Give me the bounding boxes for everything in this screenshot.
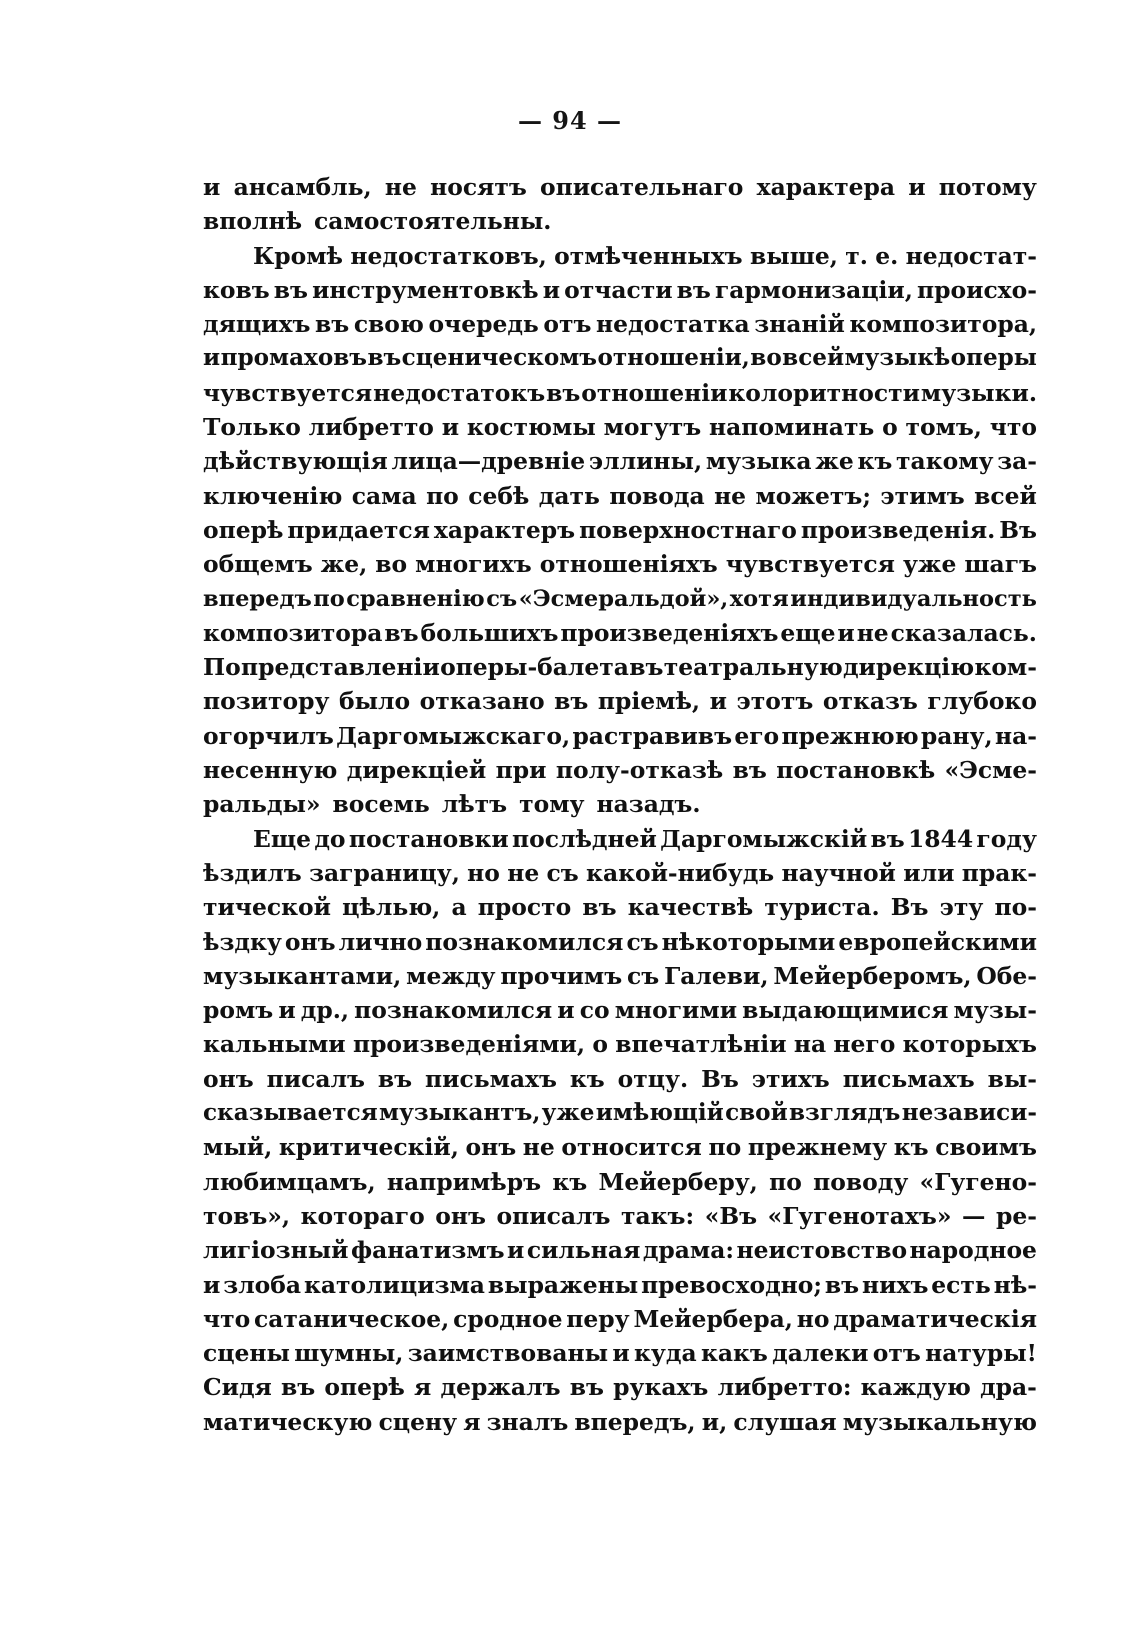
text-line: дѣйствующія лица—древніе эллины, музыка же къ такому за- [203, 447, 1037, 476]
text-line: матическую сцену я зналъ впередъ, и, слушая музыкальную [203, 1407, 1037, 1436]
text-line: онъ писалъ въ письмахъ къ отцу. Въ этихъ письмахъ вы- [203, 1064, 1037, 1093]
text-line: позитору было отказано въ пріемѣ, и этотъ отказъ глубоко [203, 687, 1037, 716]
text-line: сцены шумны, заимствованы и куда какъ далеки отъ натуры! [203, 1339, 1037, 1368]
text-line: ѣздку онъ лично познакомился съ нѣкоторыми европейскими [203, 927, 1037, 956]
text-line: любимцамъ, напримѣръ къ Мейерберу, по поводу «Гугено- [203, 1167, 1037, 1196]
text-line: Еще до постановки послѣдней Даргомыжскій въ 1844 году [253, 824, 1037, 853]
text-line: композитора въ большихъ произведеніяхъ еще и не сказалась. [203, 618, 1037, 647]
text-line: ѣздилъ заграницу, но не съ какой-нибудь научной или прак- [203, 858, 1037, 887]
text-line: Только либретто и костюмы могутъ напоминать о томъ, что [203, 413, 1037, 442]
text-line: ромъ и др., познакомился и со многими выдающимися музы- [203, 996, 1037, 1025]
text-line: мый, критическій, онъ не относится по прежнему къ своимъ [203, 1133, 1037, 1162]
text-line: ральды» восемь лѣтъ тому назадъ. [203, 790, 701, 819]
body-text [203, 170, 1037, 1439]
text-line: общемъ же, во многихъ отношеніяхъ чувствуется уже шагъ [203, 550, 1037, 579]
text-line: впередъ по сравненію съ «Эсмеральдой», хотя индивидуальность [203, 585, 1037, 612]
page-number: — 94 — [517, 106, 623, 135]
text-line: чувствуется недостатокъ въ отношеніи колоритности музыки. [203, 378, 1037, 407]
text-line: По представленіи оперы-балета въ театральную дирекцію ком- [203, 653, 1037, 682]
text-line: ковъ въ инструментовкѣ и отчасти въ гармонизаціи, происхо- [203, 275, 1037, 304]
text-line: вполнѣ самостоятельны. [203, 207, 552, 236]
text-line: что сатаническое, сродное перу Мейербера, но драматическія [203, 1304, 1037, 1333]
text-line: ключенію сама по себѣ дать повода не можетъ; этимъ всей [203, 481, 1037, 510]
text-line: тической цѣлью, а просто въ качествѣ туриста. Въ эту по- [203, 893, 1037, 922]
text-line: и ансамбль, не носятъ описательнаго характера и потому [203, 173, 1037, 201]
text-line: несенную дирекціей при полу-отказѣ въ постановкѣ «Эсме- [203, 756, 1037, 785]
text-line: Сидя въ оперѣ я держалъ въ рукахъ либретто: каждую дра- [203, 1373, 1037, 1402]
text-line: сказывается музыкантъ, уже имѣющій свой взглядъ независи- [203, 1099, 1037, 1127]
text-line: и злоба католицизма выражены превосходно; въ нихъ есть нѣ- [203, 1270, 1037, 1299]
text-line: товъ», котораго онъ описалъ такъ: «Въ «Гугенотахъ» — ре- [203, 1201, 1037, 1230]
text-line: огорчилъ Даргомыжскаго, растравивъ его прежнюю рану, на- [203, 721, 1037, 750]
text-line: музыкантами, между прочимъ съ Галеви, Мейерберомъ, Обе- [203, 961, 1037, 990]
text-line: Кромѣ недостатковъ, отмѣченныхъ выше, т. е. недостат- [253, 241, 1037, 270]
text-line: дящихъ въ свою очередь отъ недостатка знаній композитора, [203, 310, 1037, 339]
text-line: и промаховъ въ сценическомъ отношеніи, во всей музыкѣ оперы [203, 344, 1037, 372]
text-line: кальными произведеніями, о впечатлѣніи на него которыхъ [203, 1030, 1037, 1059]
text-line: лигіозный фанатизмъ и сильная драма: неистовство народное [203, 1236, 1037, 1265]
text-line: оперѣ придается характеръ поверхностнаго произведенія. Въ [203, 515, 1037, 544]
